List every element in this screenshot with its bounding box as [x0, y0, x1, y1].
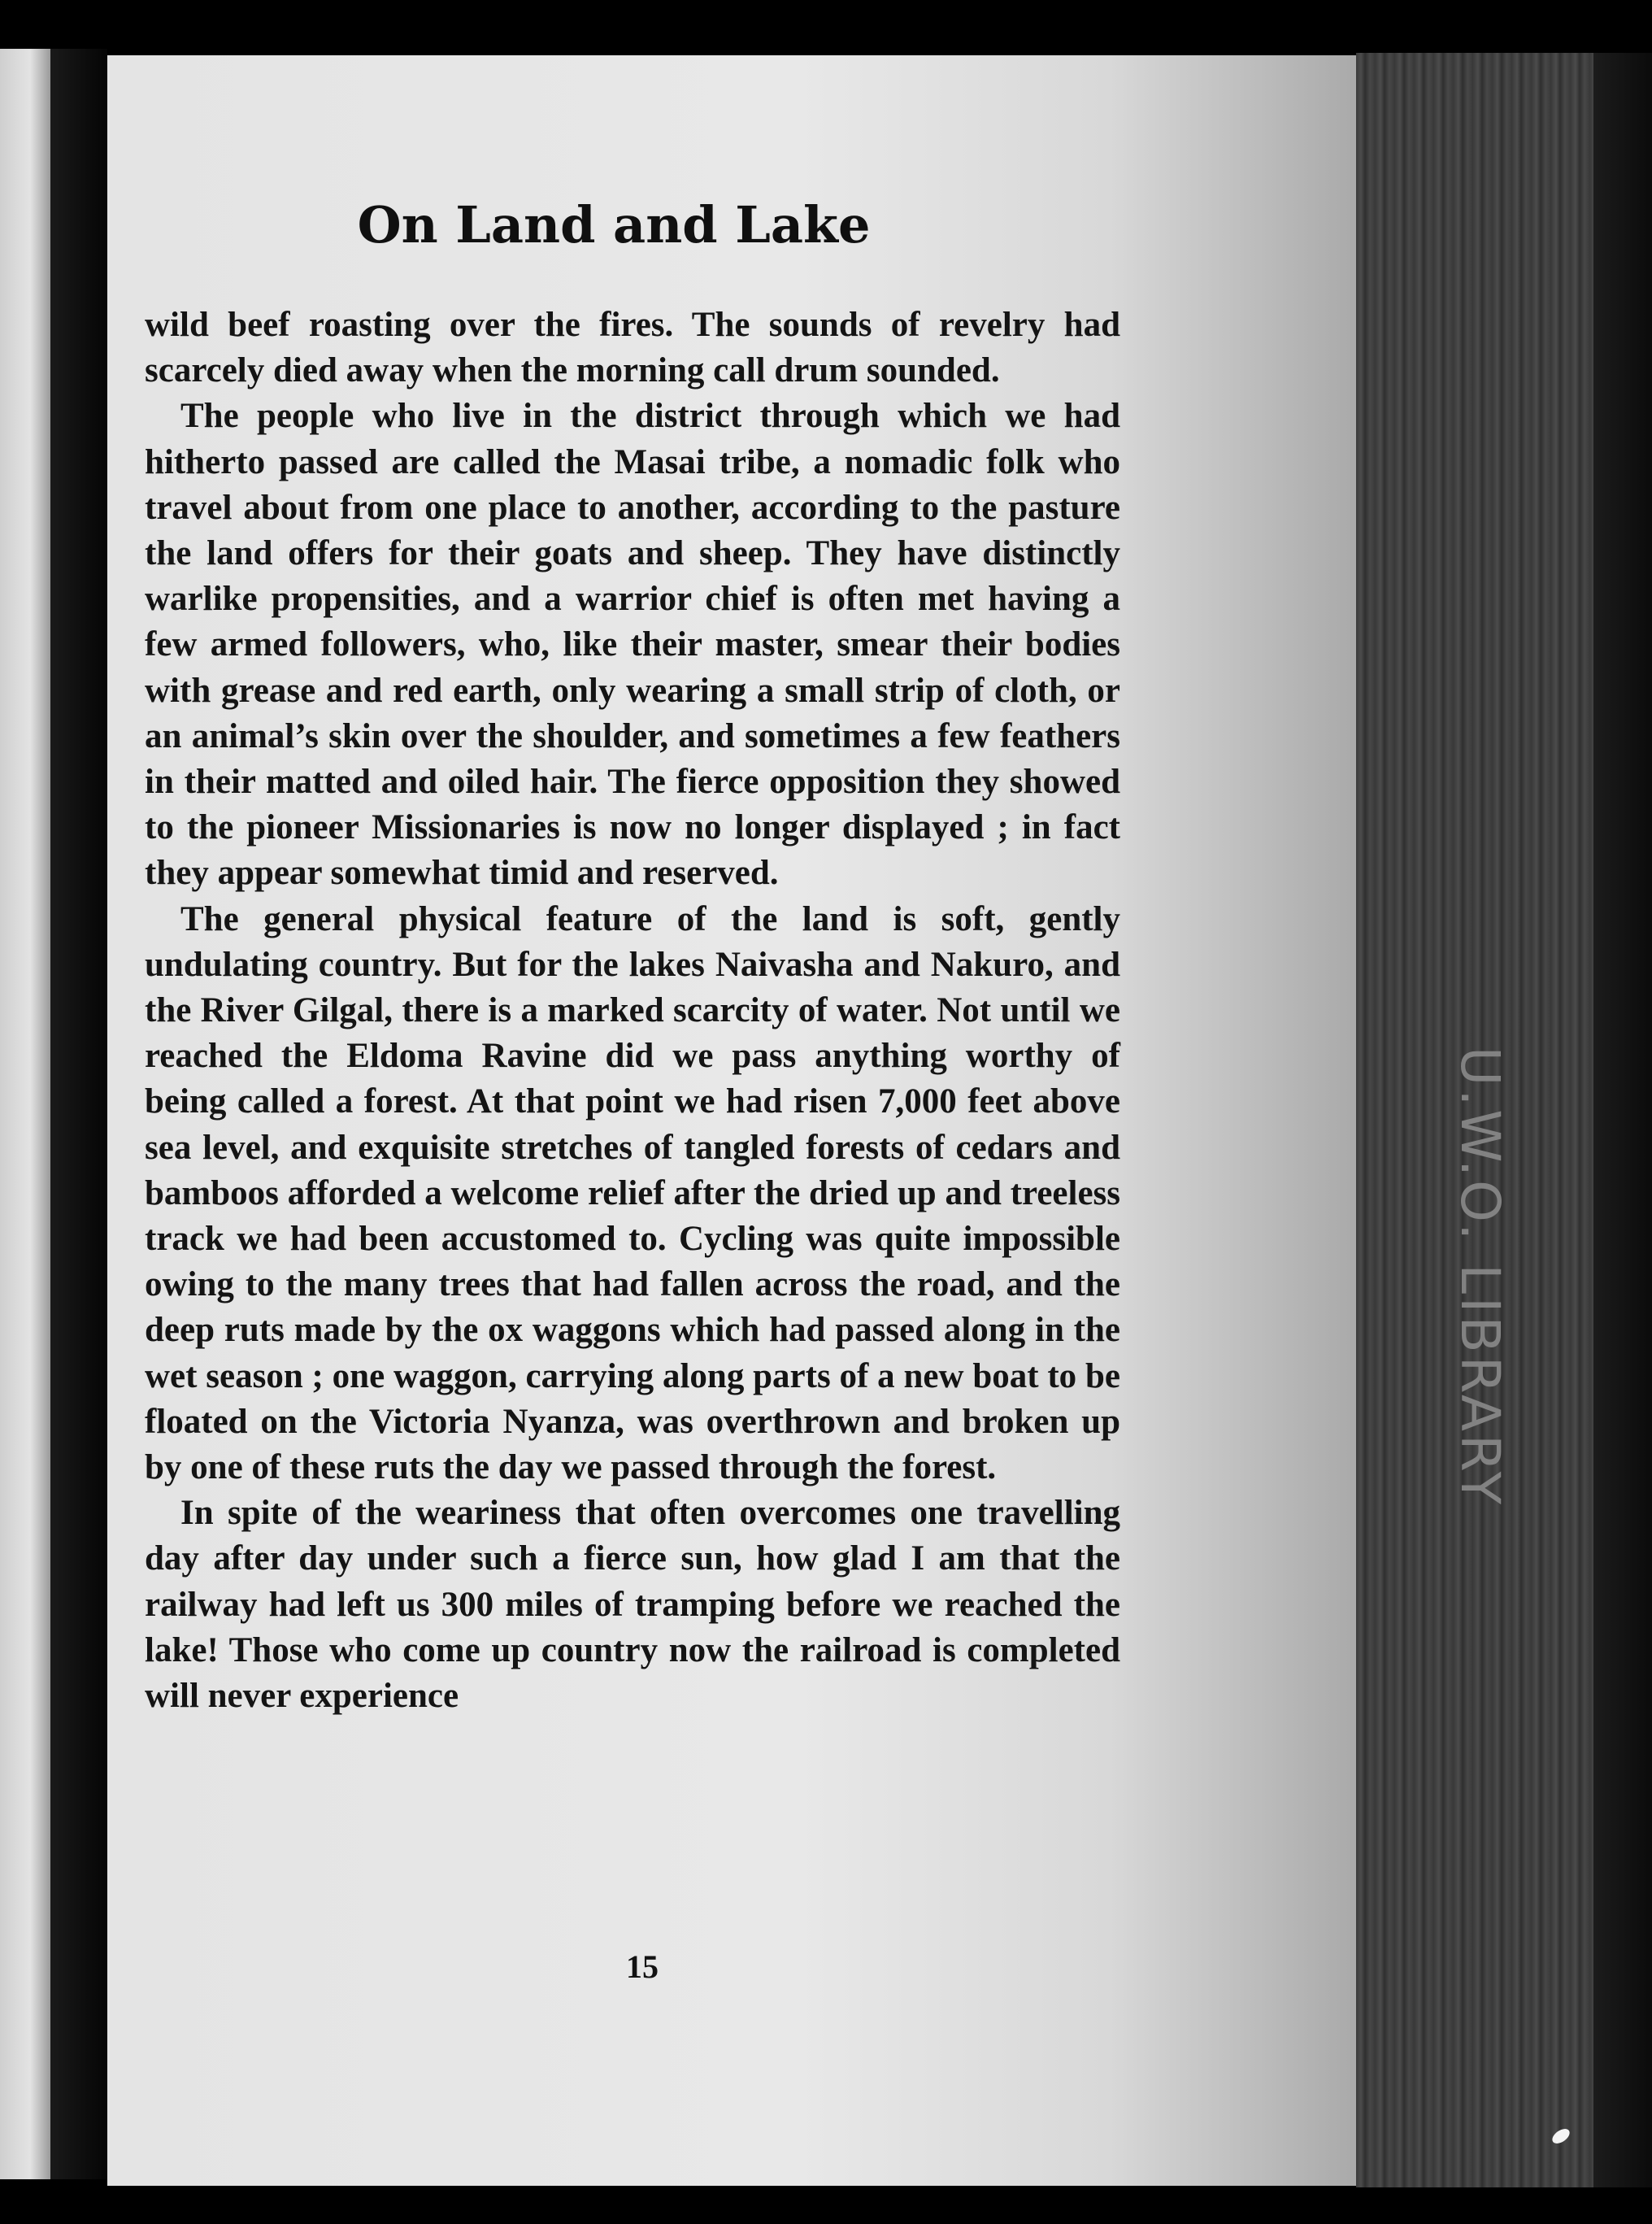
- paragraph-4: In spite of the weariness that often overcomes one travelling day after day under such a fierce sun, how glad I am that the railway had left us 300 miles of tramping before we reached the lake! Those who come up country now the railroad is completed will never experience: [145, 1494, 1120, 1716]
- body-text: [145, 302, 1120, 1719]
- previous-page-edge: [0, 49, 50, 2179]
- spine-edge: [1593, 53, 1652, 2187]
- paragraph-3: The general physical feature of the land is soft, gently undulating country. But for the lakes Naivasha and Nakuro, and the River Gilgal, there is a marked scarcity of water. Not until we reached the Eldoma Ravine did we pass anything worthy of being called a forest. At that point we had risen 7,000 feet above sea level, and exquisite stretches of tangled forests of cedars and bamboos afforded a welcome relief after the dried up and treeless track we had been accustomed to. Cycling was quite impossible owing to the many trees that had fallen across the road, and the deep ruts made by the ox waggons which had passed along in the wet season ; one waggon, carrying along parts of a new boat to be floated on the Victoria Nyanza, was overthrown and broken up by one of these ruts the day we passed through the forest.: [145, 899, 1120, 1487]
- paragraph-1: wild beef roasting over the fires. The sounds of revelry had scarcely died away when the morning call drum sounded.: [145, 306, 1120, 390]
- running-head: On Land and Lake: [357, 195, 871, 255]
- paragraph-2: The people who live in the district through which we had hitherto passed are called the Masai tribe, a nomadic folk who travel about from one place to another, according to the pasture the land offers for their goats and sheep. They have distinctly warlike propensities, and a warrior chief is often met having a few armed followers, who, like their master, smear their bodies with grease and red earth, only wearing a small strip of cloth, or an animal’s skin over the shoulder, and sometimes a few feathers in their matted and oiled hair. The fierce opposition they showed to the pioneer Missionaries is now no longer displayed ; in fact they appear somewhat timid and reserved.: [145, 397, 1120, 893]
- library-stamp: [1447, 992, 1512, 1561]
- gutter-shadow: [50, 49, 107, 2179]
- page-number: 15: [626, 1948, 659, 1985]
- library-stamp-text: U.W.O. LIBRARY: [1448, 1046, 1511, 1508]
